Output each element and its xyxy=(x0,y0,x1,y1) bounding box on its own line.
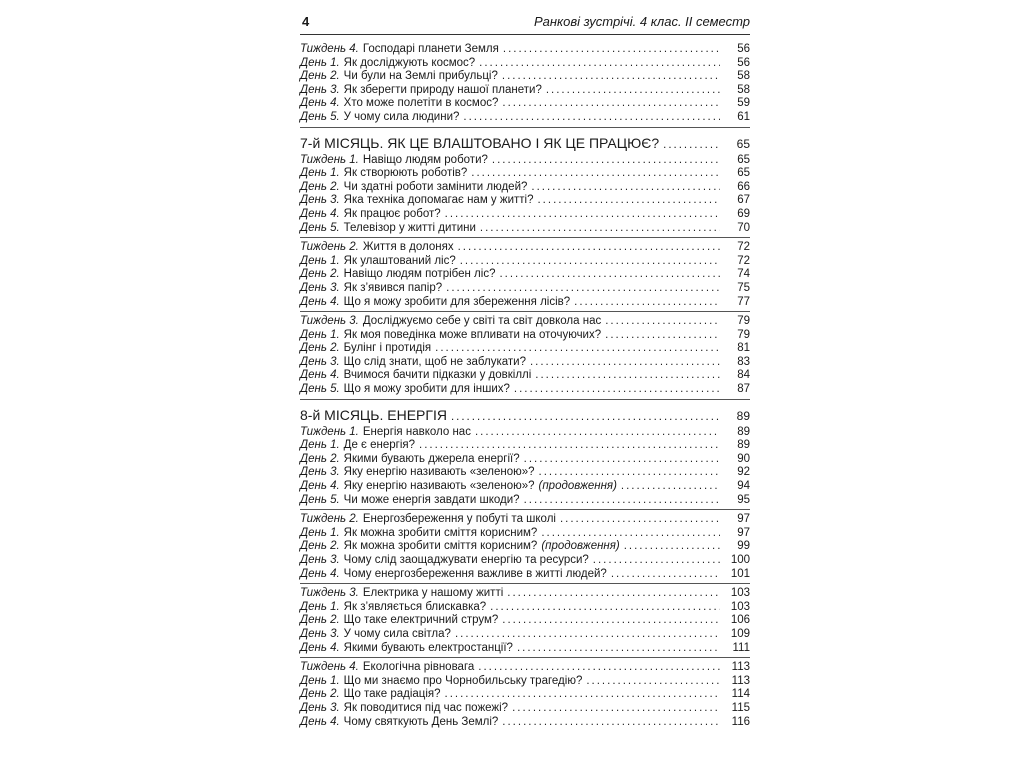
dot-leader xyxy=(445,208,720,222)
entry-prefix: День 5. xyxy=(300,493,340,506)
toc-entry xyxy=(300,480,750,494)
entry-title: Енергозбереження у побуті та школі xyxy=(362,513,556,526)
entry-title: Навіщо людям потрібен ліс? xyxy=(343,268,496,281)
page-ref: 92 xyxy=(737,466,750,479)
page-ref: 61 xyxy=(737,110,750,123)
toc-entry xyxy=(300,439,750,453)
toc-entry xyxy=(300,540,750,554)
toc-entry xyxy=(300,296,750,310)
toc-entry xyxy=(300,342,750,356)
entry-title: Телевізор у житті дитини xyxy=(343,221,476,234)
entry-prefix: День 1. xyxy=(300,254,340,267)
page-number: 4 xyxy=(302,14,310,29)
entry-title: Чи здатні роботи замінити людей? xyxy=(343,180,528,193)
entry-prefix: День 2. xyxy=(300,614,340,627)
page-ref: 97 xyxy=(737,526,750,539)
entry-prefix: День 3. xyxy=(300,466,340,479)
page-ref: 66 xyxy=(737,180,750,193)
toc-entry xyxy=(300,587,750,601)
dot-leader xyxy=(460,255,720,269)
dot-leader xyxy=(512,702,720,716)
entry-prefix: День 3. xyxy=(300,83,340,96)
entry-title: У чому сила світла? xyxy=(343,627,451,640)
dot-leader xyxy=(475,426,720,440)
toc-entry xyxy=(300,222,750,236)
toc-entry xyxy=(300,282,750,296)
toc-entry xyxy=(300,675,750,689)
week-group xyxy=(300,513,750,584)
toc-entry xyxy=(300,494,750,508)
toc-entry xyxy=(300,527,750,541)
entry-title: Хто може полетіти в космос? xyxy=(343,97,499,110)
entry-title: Булінг і протидія xyxy=(343,342,432,355)
entry-title: Екологічна рівновага xyxy=(362,661,475,674)
toc-entry xyxy=(300,84,750,98)
entry-title: Вчимося бачити підказки у довкіллі xyxy=(343,369,532,382)
page-ref: 113 xyxy=(731,661,750,674)
toc-entry xyxy=(300,688,750,702)
toc-entry xyxy=(300,426,750,440)
page-header xyxy=(300,8,750,35)
page-ref: 72 xyxy=(737,254,750,267)
page-ref: 70 xyxy=(737,221,750,234)
entry-prefix: Тиждень 1. xyxy=(300,425,359,438)
dot-leader xyxy=(546,84,720,98)
entry-title: Чому енергозбереження важливе в житті людей? xyxy=(343,567,607,580)
entry-prefix: День 2. xyxy=(300,268,340,281)
entry-prefix: День 4. xyxy=(300,207,340,220)
page-ref: 89 xyxy=(737,425,750,438)
entry-prefix: Тиждень 2. xyxy=(300,241,359,254)
entry-suffix: (продовження) xyxy=(538,480,617,493)
entry-title: Як моя поведінка може впливати на оточуючих? xyxy=(343,328,602,341)
toc-entry xyxy=(300,97,750,111)
toc-entry xyxy=(300,614,750,628)
dot-leader xyxy=(535,369,720,383)
dot-leader xyxy=(455,628,720,642)
toc-entry xyxy=(300,111,750,125)
dot-leader xyxy=(502,97,720,111)
dot-leader xyxy=(611,568,720,582)
entry-prefix: День 1. xyxy=(300,674,340,687)
entry-prefix: День 2. xyxy=(300,452,340,465)
entry-title: Досліджуємо себе у світі та світ довкола нас xyxy=(362,315,602,328)
entry-title: Як поводитися під час пожежі? xyxy=(343,701,509,714)
dot-leader xyxy=(492,154,720,168)
dot-leader xyxy=(560,513,720,527)
toc-entry xyxy=(300,43,750,57)
toc-entry xyxy=(300,642,750,656)
entry-title: Електрика у нашому житті xyxy=(362,587,504,600)
entry-title: Що я можу зробити для збереження лісів? xyxy=(343,295,571,308)
page-ref: 113 xyxy=(731,674,750,687)
entry-prefix: День 4. xyxy=(300,369,340,382)
dot-leader xyxy=(490,601,720,615)
entry-prefix: День 4. xyxy=(300,715,340,728)
entry-title: Як улаштований ліс? xyxy=(343,254,456,267)
page-ref: 72 xyxy=(737,241,750,254)
entry-title: Чи були на Землі прибульці? xyxy=(343,70,498,83)
entry-title: Яку енергію називають «зеленою»? xyxy=(343,466,535,479)
table-of-contents xyxy=(300,43,750,731)
entry-title: Господарі планети Земля xyxy=(362,43,499,55)
entry-prefix: День 4. xyxy=(300,295,340,308)
dot-leader xyxy=(502,70,720,84)
page-ref: 106 xyxy=(730,614,750,627)
page-ref: 56 xyxy=(737,43,750,55)
toc-entry xyxy=(300,661,750,675)
dot-leader xyxy=(574,296,720,310)
dot-leader xyxy=(537,194,720,208)
dot-leader xyxy=(514,383,720,397)
dot-leader xyxy=(530,356,720,370)
entry-prefix: День 3. xyxy=(300,701,340,714)
entry-prefix: День 1. xyxy=(300,328,340,341)
toc-entry xyxy=(300,70,750,84)
page-ref: 89 xyxy=(736,408,750,423)
week-group xyxy=(300,587,750,658)
entry-title: У чому сила людини? xyxy=(343,110,460,123)
toc-entry xyxy=(300,466,750,480)
toc-entry xyxy=(300,453,750,467)
toc-entry xyxy=(300,356,750,370)
dot-leader xyxy=(419,439,720,453)
dot-leader xyxy=(435,342,720,356)
dot-leader xyxy=(524,453,720,467)
page-ref: 114 xyxy=(731,688,750,701)
page-ref: 67 xyxy=(737,194,750,207)
page-ref: 101 xyxy=(730,567,750,580)
page-ref: 65 xyxy=(736,136,750,151)
entry-prefix: День 4. xyxy=(300,641,340,654)
toc-entry xyxy=(300,154,750,168)
dot-leader xyxy=(446,282,720,296)
month-title: 8-й МІСЯЦЬ. ЕНЕРГІЯ xyxy=(300,406,447,423)
toc-entry xyxy=(300,513,750,527)
page-ref: 58 xyxy=(737,70,750,83)
entry-title: Як створюють роботів? xyxy=(343,167,468,180)
page-ref: 99 xyxy=(737,540,750,553)
page-ref: 65 xyxy=(737,167,750,180)
dot-leader xyxy=(507,587,720,601)
page-ref: 84 xyxy=(737,369,750,382)
entry-title: Якими бувають електростанції? xyxy=(343,641,513,654)
page-ref: 109 xyxy=(730,627,750,640)
entry-prefix: День 4. xyxy=(300,97,340,110)
toc-entry xyxy=(300,716,750,730)
dot-leader xyxy=(503,43,720,57)
dot-leader xyxy=(502,716,720,730)
toc-entry xyxy=(300,167,750,181)
toc-entry xyxy=(300,554,750,568)
entry-title: Що я можу зробити для інших? xyxy=(343,383,510,396)
page-ref: 58 xyxy=(737,83,750,96)
entry-prefix: День 5. xyxy=(300,383,340,396)
dot-leader xyxy=(480,222,720,236)
dot-leader xyxy=(624,540,720,554)
entry-prefix: День 5. xyxy=(300,110,340,123)
entry-prefix: День 1. xyxy=(300,167,340,180)
toc-entry xyxy=(300,329,750,343)
entry-title: Яка техніка допомагає нам у житті? xyxy=(343,194,534,207)
dot-leader xyxy=(499,268,720,282)
toc-entry xyxy=(300,268,750,282)
toc-entry xyxy=(300,702,750,716)
page-ref: 81 xyxy=(737,342,750,355)
entry-prefix: День 3. xyxy=(300,281,340,294)
month-title: 7-й МІСЯЦЬ. ЯК ЦЕ ВЛАШТОВАНО І ЯК ЦЕ ПРАЦЮЄ? xyxy=(300,134,660,151)
page-ref: 65 xyxy=(737,153,750,166)
dot-leader xyxy=(471,167,720,181)
entry-prefix: День 4. xyxy=(300,567,340,580)
toc-entry xyxy=(300,181,750,195)
page-ref: 77 xyxy=(737,295,750,308)
page-ref: 83 xyxy=(737,355,750,368)
book-page xyxy=(300,8,750,734)
entry-prefix: Тиждень 4. xyxy=(300,43,359,55)
entry-title: Якими бувають джерела енергії? xyxy=(343,452,520,465)
entry-prefix: День 2. xyxy=(300,688,340,701)
page-ref: 116 xyxy=(731,715,750,728)
dot-leader xyxy=(531,181,720,195)
month-heading xyxy=(300,132,750,154)
page-ref: 79 xyxy=(737,315,750,328)
entry-title: Як з’явився папір? xyxy=(343,281,443,294)
page-ref: 79 xyxy=(737,328,750,341)
running-title: Ранкові зустрічі. 4 клас. II семестр xyxy=(533,14,750,29)
entry-prefix: День 3. xyxy=(300,627,340,640)
toc-entry xyxy=(300,383,750,397)
dot-leader xyxy=(541,527,720,541)
dot-leader xyxy=(539,466,720,480)
entry-title: Чи може енергія завдати шкоди? xyxy=(343,493,520,506)
entry-title: Як працює робот? xyxy=(343,207,441,220)
entry-prefix: День 1. xyxy=(300,526,340,539)
entry-title: Навіщо людям роботи? xyxy=(362,153,488,166)
toc-entry xyxy=(300,315,750,329)
entry-prefix: Тиждень 1. xyxy=(300,153,359,166)
toc-entry xyxy=(300,628,750,642)
dot-leader xyxy=(451,406,720,428)
entry-title: Яку енергію називають «зеленою»? xyxy=(343,480,535,493)
week-group xyxy=(300,241,750,312)
dot-leader xyxy=(502,614,720,628)
page-ref: 69 xyxy=(737,207,750,220)
page-ref: 97 xyxy=(737,513,750,526)
page-ref: 87 xyxy=(737,383,750,396)
entry-prefix: День 4. xyxy=(300,480,340,493)
entry-title: Чому святкують День Землі? xyxy=(343,715,499,728)
dot-leader xyxy=(517,642,720,656)
toc-entry xyxy=(300,241,750,255)
entry-prefix: День 1. xyxy=(300,439,340,452)
page-ref: 103 xyxy=(730,600,750,613)
page-ref: 74 xyxy=(737,268,750,281)
week-group xyxy=(300,661,750,731)
dot-leader xyxy=(524,494,720,508)
entry-title: Життя в долонях xyxy=(362,241,454,254)
entry-prefix: Тиждень 2. xyxy=(300,513,359,526)
dot-leader xyxy=(458,241,720,255)
entry-title: Що таке електричний струм? xyxy=(343,614,499,627)
month-heading xyxy=(300,404,750,426)
dot-leader xyxy=(605,315,720,329)
entry-prefix: День 5. xyxy=(300,221,340,234)
dot-leader xyxy=(445,688,720,702)
dot-leader xyxy=(621,480,720,494)
entry-title: Як зберегти природу нашої планети? xyxy=(343,83,542,96)
entry-prefix: Тиждень 3. xyxy=(300,315,359,328)
entry-title: Як з’являється блискавка? xyxy=(343,600,487,613)
entry-prefix: Тиждень 3. xyxy=(300,587,359,600)
entry-title: Що ми знаємо про Чорнобильську трагедію? xyxy=(343,674,583,687)
dot-leader xyxy=(663,134,720,156)
dot-leader xyxy=(593,554,720,568)
page-ref: 111 xyxy=(732,641,750,654)
entry-prefix: Тиждень 4. xyxy=(300,661,359,674)
page-ref: 56 xyxy=(737,56,750,69)
week-group xyxy=(300,43,750,128)
entry-prefix: День 3. xyxy=(300,194,340,207)
page-ref: 59 xyxy=(737,97,750,110)
page-ref: 89 xyxy=(737,439,750,452)
entry-title: Що слід знати, щоб не заблукати? xyxy=(343,355,526,368)
entry-suffix: (продовження) xyxy=(541,540,620,553)
dot-leader xyxy=(479,57,720,71)
week-group xyxy=(300,315,750,400)
toc-entry xyxy=(300,194,750,208)
page-ref: 103 xyxy=(730,587,750,600)
page-ref: 90 xyxy=(737,452,750,465)
toc-entry xyxy=(300,568,750,582)
toc-entry xyxy=(300,255,750,269)
dot-leader xyxy=(586,675,720,689)
entry-prefix: День 2. xyxy=(300,180,340,193)
page-ref: 94 xyxy=(737,480,750,493)
dot-leader xyxy=(605,329,720,343)
entry-prefix: День 1. xyxy=(300,56,340,69)
entry-prefix: День 1. xyxy=(300,600,340,613)
page-ref: 75 xyxy=(737,281,750,294)
entry-prefix: День 3. xyxy=(300,554,340,566)
page-ref: 95 xyxy=(737,493,750,506)
toc-entry xyxy=(300,57,750,71)
entry-prefix: День 2. xyxy=(300,540,340,553)
entry-title: Як можна зробити сміття корисним? xyxy=(343,540,538,553)
entry-title: Як досліджують космос? xyxy=(343,56,476,69)
dot-leader xyxy=(463,111,720,125)
entry-title: Чому слід заощаджувати енергію та ресурси? xyxy=(343,554,589,566)
entry-title: Енергія навколо нас xyxy=(362,425,471,438)
entry-title: Як можна зробити сміття корисним? xyxy=(343,526,538,539)
entry-prefix: День 2. xyxy=(300,70,340,83)
entry-prefix: День 3. xyxy=(300,355,340,368)
toc-entry xyxy=(300,369,750,383)
dot-leader xyxy=(478,661,720,675)
entry-title: Що таке радіація? xyxy=(343,688,441,701)
entry-title: Де є енергія? xyxy=(343,439,416,452)
toc-entry xyxy=(300,208,750,222)
page-ref: 115 xyxy=(731,701,750,714)
week-group xyxy=(300,154,750,239)
entry-prefix: День 2. xyxy=(300,342,340,355)
page-ref: 100 xyxy=(730,554,750,566)
toc-entry xyxy=(300,601,750,615)
week-group xyxy=(300,426,750,511)
